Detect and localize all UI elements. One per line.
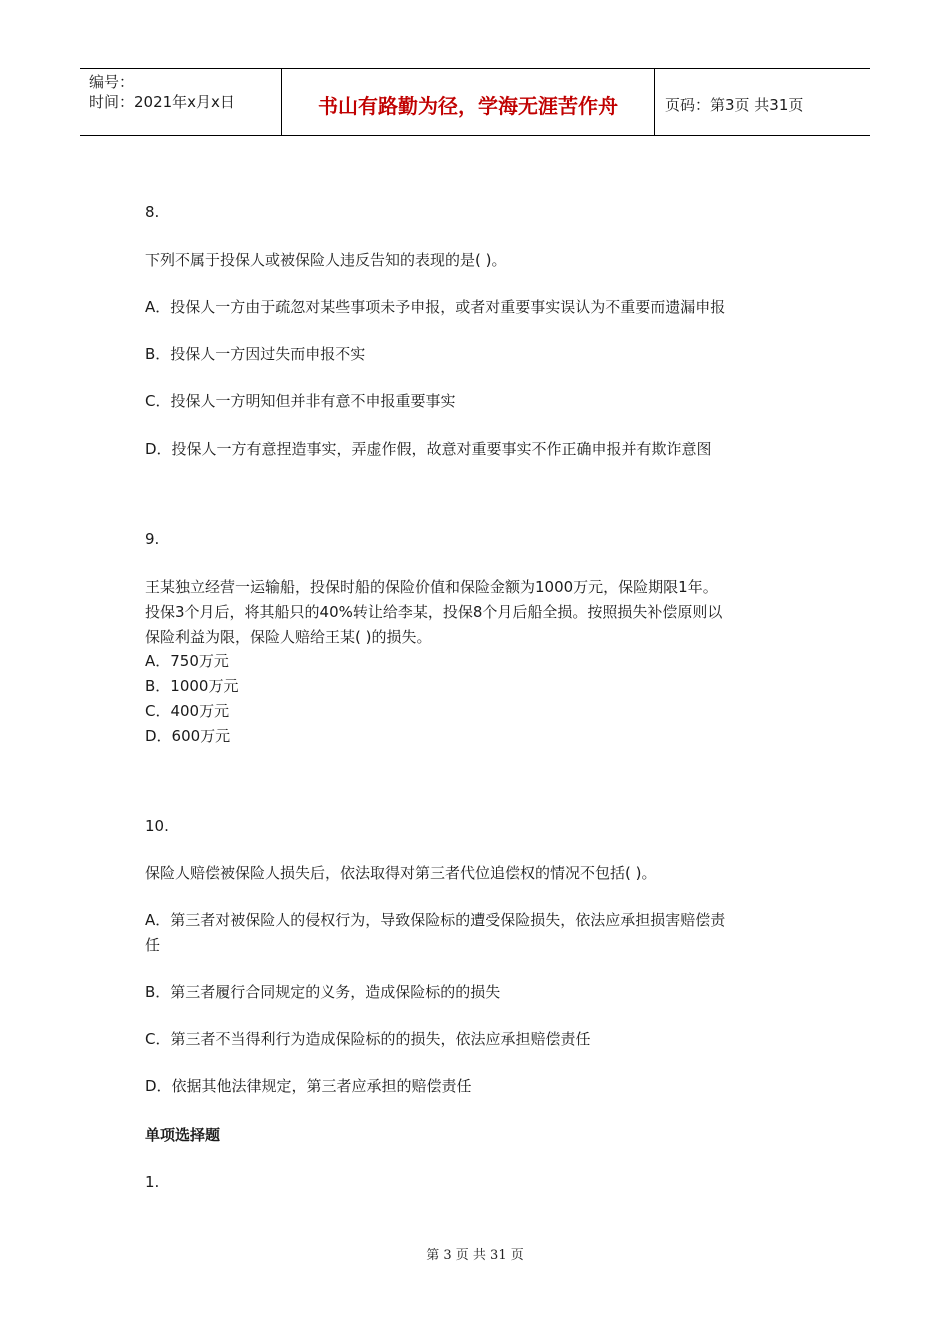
- date-label: 时间：2021年x月x日: [89, 93, 235, 111]
- motto-text: 书山有路勤为径，学海无涯苦作舟: [318, 93, 618, 118]
- question-number-9: 9.: [145, 530, 160, 548]
- option-10-d: D．依据其他法律规定，第三者应承担的赔偿责任: [145, 1077, 472, 1095]
- document-header: [80, 68, 870, 136]
- option-10-a-line-2: 任: [145, 936, 161, 954]
- question-number-1: 1.: [145, 1173, 160, 1191]
- option-8-a: A．投保人一方由于疏忽对某些事项未予申报，或者对重要事实误认为不重要而遗漏申报: [145, 298, 726, 316]
- option-8-c: C．投保人一方明知但并非有意不申报重要事实: [145, 392, 456, 410]
- code-label: 编号：: [89, 73, 135, 91]
- question-stem-10: 保险人赔偿被保险人损失后，依法取得对第三者代位追偿权的情况不包括( )。: [145, 864, 657, 882]
- option-10-b: B．第三者履行合同规定的义务，造成保险标的的损失: [145, 983, 501, 1001]
- option-9-b: B．1000万元: [145, 677, 239, 695]
- header-page-cell: [655, 69, 870, 135]
- option-10-a-line-1: A．第三者对被保险人的侵权行为，导致保险标的遭受保险损失，依法应承担损害赔偿责: [145, 911, 726, 929]
- question-stem-9-line-2: 投保3个月后，将其船只的40%转让给李某，投保8个月后船全损。按照损失补偿原则以: [145, 603, 723, 621]
- option-9-c: C．400万元: [145, 702, 230, 720]
- question-stem-8: 下列不属于投保人或被保险人违反告知的表现的是( )。: [145, 251, 507, 269]
- question-stem-9-line-1: 王某独立经营一运输船，投保时船的保险价值和保险金额为1000万元，保险期限1年。: [145, 578, 718, 596]
- header-meta-cell: [80, 69, 281, 135]
- page-footer: 第 3 页 共 31 页: [426, 1248, 524, 1263]
- section-title: 单项选择题: [145, 1126, 221, 1144]
- question-stem-9-line-3: 保险利益为限，保险人赔给王某( )的损失。: [145, 628, 432, 646]
- option-8-b: B．投保人一方因过失而申报不实: [145, 345, 366, 363]
- option-9-d: D．600万元: [145, 727, 231, 745]
- question-number-8: 8.: [145, 203, 160, 221]
- option-10-c: C．第三者不当得利行为造成保险标的的损失，依法应承担赔偿责任: [145, 1030, 591, 1048]
- question-number-10: 10.: [145, 817, 169, 835]
- option-9-a: A．750万元: [145, 652, 229, 670]
- option-8-d: D．投保人一方有意捏造事实，弄虚作假，故意对重要事实不作正确申报并有欺诈意图: [145, 440, 712, 458]
- header-motto-cell: [281, 69, 655, 135]
- page-info: 页码：第3页 共31页: [665, 95, 804, 114]
